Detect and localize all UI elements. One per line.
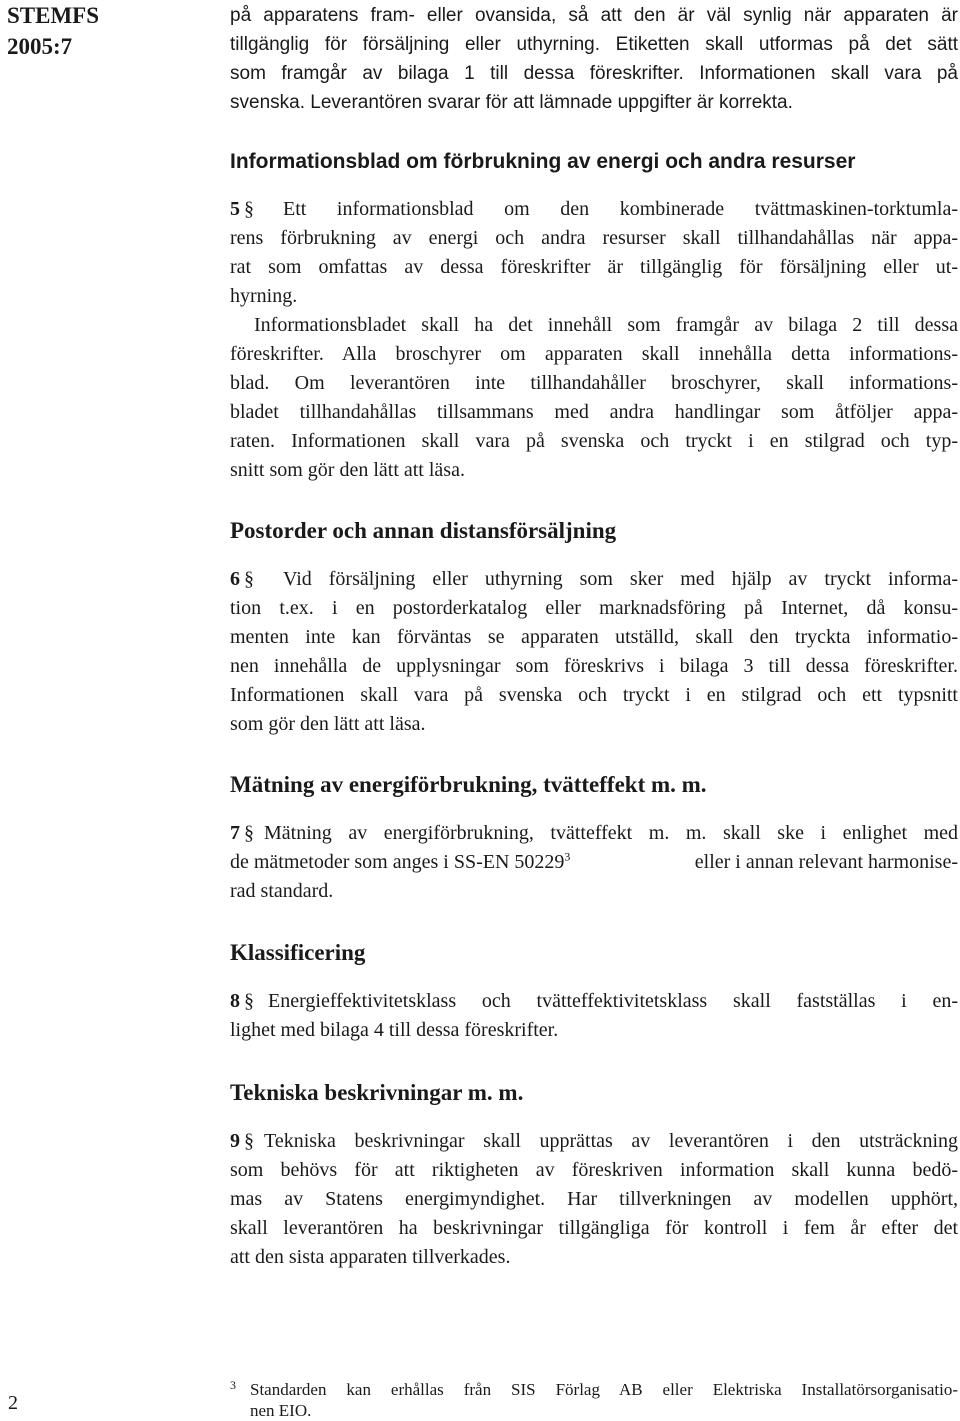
text-line: bladet tillhandahållas tillsammans med andra handlingar som åtföljer appa- [230, 401, 958, 423]
section-symbol: § [244, 1130, 254, 1152]
text-line: Ett informationsblad om den kombinerade tvättmaskinen-torktumla- [283, 198, 958, 220]
section-symbol: § [244, 990, 254, 1012]
text-line: rat som omfattas av dessa föreskrifter är tillgänglig för försäljning eller ut- [230, 256, 958, 278]
section-number: 6 [230, 568, 240, 590]
text-line: på apparatens fram- eller ovansida, så att den är väl synlig när apparaten är [230, 5, 958, 26]
section-heading: Mätning av energiförbrukning, tvätteffekt m. m. [230, 772, 707, 797]
series-line-1: STEMFS [7, 3, 100, 28]
footnote-text: nen EIO. [250, 1401, 312, 1420]
text-line: Informationsbladet skall ha det innehåll som framgår av bilaga 2 till dessa [254, 314, 958, 336]
text-line: skall leverantören ha beskrivningar tillgängliga för kontroll i fem år efter det [230, 1217, 958, 1239]
text-line: nen innehålla de upplysningar som föreskrivs i bilaga 3 till dessa föreskrifter. [230, 655, 958, 677]
text-line: blad. Om leverantören inte tillhandahåller broschyrer, skall informations- [230, 372, 958, 394]
section-heading: Informationsblad om förbrukning av energi och andra resurser [230, 150, 856, 173]
section-symbol: § [244, 822, 254, 844]
text-line: som behövs för att riktigheten av föreskriven information skall kunna bedö- [230, 1159, 958, 1181]
section-number: 7 [230, 822, 240, 844]
text-line: tillgänglig för försäljning eller uthyrning. Etiketten skall utformas på det sätt [230, 34, 958, 55]
section-number: 9 [230, 1130, 240, 1152]
text-line: föreskrifter. Alla broschyrer om apparaten skall innehålla detta informations- [230, 343, 958, 365]
page-number: 2 [8, 1392, 18, 1414]
text-line: Tekniska beskrivningar skall upprättas av leverantören i den utsträckning [264, 1130, 958, 1152]
section-heading: Tekniska beskrivningar m. m. [230, 1080, 524, 1105]
text-fragment: de mätmetoder som anges i SS-EN 50229 [230, 851, 565, 873]
section-symbol: § [244, 568, 254, 590]
footnote-number: 3 [230, 1378, 236, 1392]
text-line: tion t.ex. i en postorderkatalog eller marknadsföring på Internet, då konsu- [230, 597, 958, 619]
text-fragment: eller i annan relevant harmonise- [694, 851, 958, 873]
text-line: snitt som gör den lätt att läsa. [230, 459, 465, 481]
text-line: hyrning. [230, 285, 298, 307]
section-heading: Klassificering [230, 940, 366, 965]
text-line: Informationen skall vara på svenska och tryckt i en stilgrad och ett typsnitt [230, 684, 958, 706]
section-number: 5 [230, 198, 240, 220]
text-line: Energieffektivitetsklass och tvätteffektivitetsklass skall fastställas i en- [268, 990, 958, 1012]
section-heading: Postorder och annan distansförsäljning [230, 518, 617, 543]
text-line: att den sista apparaten tillverkades. [230, 1246, 511, 1268]
series-label [7, 0, 99, 62]
section-number: 8 [230, 990, 240, 1012]
series-line-2: 2005:7 [7, 34, 73, 59]
footnote-reference: 3 [564, 849, 571, 864]
text-line: mas av Statens energimyndighet. Har tillverkningen av modellen upphört, [230, 1188, 958, 1210]
section-symbol: § [244, 198, 254, 220]
text-line: Mätning av energiförbrukning, tvätteffekt m. m. skall ske i enlighet med [264, 822, 958, 844]
footnote-text: Standarden kan erhållas från SIS Förlag AB eller Elektriska Installatörsorganisatio- [250, 1380, 958, 1399]
text-line: svenska. Leverantören svarar för att lämnade uppgifter är korrekta. [230, 92, 793, 113]
text-line: lighet med bilaga 4 till dessa föreskrifter. [230, 1019, 559, 1041]
text-line: raten. Informationen skall vara på svenska och tryckt i en stilgrad och typ- [230, 430, 958, 452]
text-line: som framgår av bilaga 1 till dessa föreskrifter. Informationen skall vara på [230, 63, 958, 84]
text-line: menten inte kan förväntas se apparaten utställd, skall den tryckta informatio- [230, 626, 958, 648]
text-line: som gör den lätt att läsa. [230, 713, 426, 735]
text-line: Vid försäljning eller uthyrning som sker med hjälp av tryckt informa- [283, 568, 958, 590]
text-line: rad standard. [230, 880, 334, 902]
text-line-with-footnote [230, 850, 958, 874]
text-line: rens förbrukning av energi och andra resurser skall tillhandahållas när appa- [230, 227, 958, 249]
